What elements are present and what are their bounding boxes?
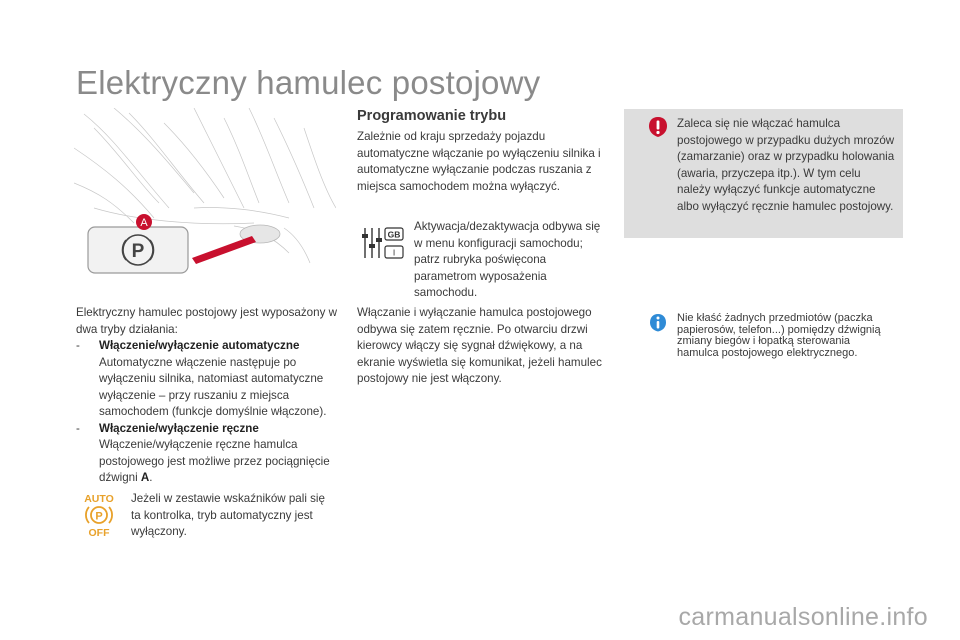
intro-text: Elektryczny hamulec postojowy jest wyposażony w dwa tryby działania: [76,306,337,336]
item-title: Włączenie/wyłączenie ręczne [99,421,259,435]
watermark: carmanualsonline.info [678,603,928,631]
marker-a-label: A [140,217,148,229]
auto-label: AUTO [84,493,114,505]
auto-off-description: Jeżeli w zestawie wskaźników pali się ta kontrolka, tryb automatyczny jest wyłączony. [131,492,325,538]
parking-brake-illustration [74,108,336,286]
info-icon [649,313,667,332]
i-label: I [392,247,396,258]
auto-p-off-icon [81,491,117,539]
console-drawing [74,108,336,286]
svg-text:P: P [131,241,145,262]
country-dependent-paragraph: Zależnie od kraju sprzedaży pojazdu automatyczne włączanie po wyłączeniu silnika i automatyczne wyłączanie podczas ruszania z miejsca samochodem można wyłączyć. [357,130,601,193]
warning-icon [648,116,668,138]
manual-operation-paragraph: Włączanie i wyłączanie hamulca postojowego odbywa się zatem ręcznie. Po otwarciu drzwi kierowcy włączy się sygnał dźwiękowy, a na ekranie wyświetla się komunikat, jeżeli hamulec postojowy nie jest włączony. [357,306,602,385]
lever-reference: A [140,471,150,484]
svg-text:P: P [95,510,103,523]
list-item-automatic [76,338,346,421]
warning-text: Zaleca się nie włączać hamulca postojowego w przypadku dużych mrozów (zamarzanie) oraz w przypadku holowania (awaria, przyczepa itp.). W tym celu należy wyłączyć funkcje automatyczne albo wyłączyć ręcznie hamulec postojowy. [677,117,895,213]
list-dash: - [76,339,80,352]
gb-label: GB [387,229,401,240]
menu-settings-icon [361,226,405,260]
page-title: Elektryczny hamulec postojowy [76,64,541,101]
item-text-end: . [149,471,153,484]
list-dash: - [76,421,80,435]
operating-modes-text [76,305,346,487]
list-item-manual [76,421,346,487]
off-label: OFF [88,527,110,539]
item-title: Włączenie/wyłączenie automatyczne [99,339,300,352]
item-text: Automatyczne włączenie następuje po wyłączeniu silnika, natomiast automatyczne wyłączenie – przy ruszaniu z miejsca samochodem (funkcje domyślnie włączone). [99,355,327,418]
configuration-menu-paragraph: Aktywacja/dezaktywacja odbywa się w menu konfiguracji samochodu; patrz rubryka poświęcona parametrom wyposażenia samochodu. [414,220,601,299]
info-text: Nie kłaść żadnych przedmiotów (paczka papierosów, telefon...) pomiędzy dźwignią zmiany biegów i łopatką sterowania hamulca postojowego elektrycznego. [677,312,881,359]
item-text: Włączenie/wyłączenie ręczne hamulca postojowego jest możliwe przez pociągnięcie dźwigni [99,438,330,484]
section-heading: Programowanie trybu [357,108,507,124]
